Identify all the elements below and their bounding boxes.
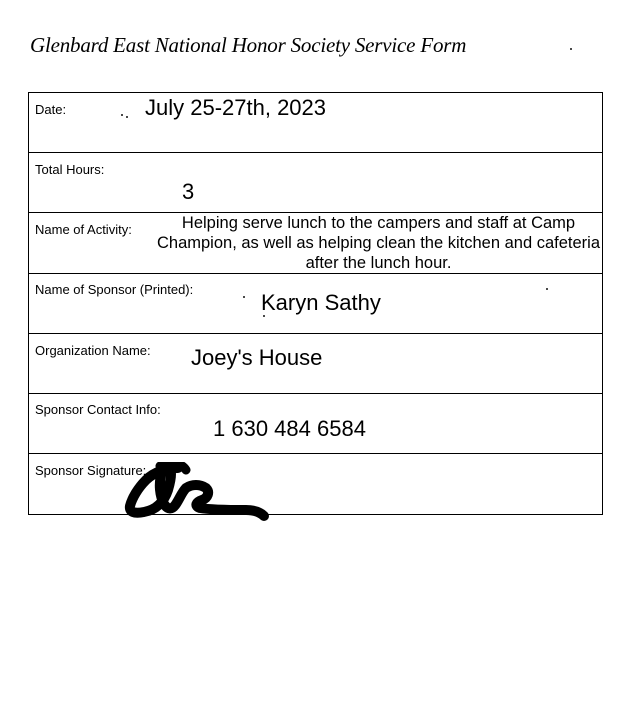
date-label: Date: xyxy=(35,102,67,117)
total-hours-value[interactable]: 3 xyxy=(182,179,195,204)
stray-mark xyxy=(570,48,572,50)
row-contact xyxy=(29,394,602,454)
row-total-hours xyxy=(29,153,602,213)
organization-value[interactable]: Joey's House xyxy=(191,345,323,370)
total-hours-label: Total Hours: xyxy=(35,162,105,177)
contact-value[interactable]: 1 630 484 6584 xyxy=(213,416,366,441)
sponsor-name-value[interactable]: Karyn Sathy xyxy=(261,290,381,315)
activity-label: Name of Activity: xyxy=(35,222,132,237)
date-value[interactable]: July 25-27th, 2023 xyxy=(145,95,327,120)
service-form xyxy=(28,92,603,515)
stray-mark xyxy=(121,114,123,116)
row-signature xyxy=(29,454,602,515)
sponsor-signature-scribble xyxy=(120,462,280,532)
stray-mark xyxy=(126,116,128,118)
row-sponsor-name xyxy=(29,274,602,334)
form-title: Glenbard East National Honor Society Service Form xyxy=(30,33,467,57)
stray-mark xyxy=(263,315,265,317)
stray-mark xyxy=(546,288,548,290)
sponsor-name-label: Name of Sponsor (Printed): xyxy=(35,282,194,297)
contact-label: Sponsor Contact Info: xyxy=(35,402,161,417)
signature-label: Sponsor Signature: xyxy=(35,463,147,478)
row-activity xyxy=(29,213,602,274)
row-organization xyxy=(29,334,602,394)
organization-label: Organization Name: xyxy=(35,343,151,358)
row-date xyxy=(29,93,602,153)
activity-value[interactable]: Helping serve lunch to the campers and staff at Camp Champion, as well as helping clean the kitchen and cafeteria after the lunch hour. xyxy=(156,214,601,272)
stray-mark xyxy=(243,296,245,298)
